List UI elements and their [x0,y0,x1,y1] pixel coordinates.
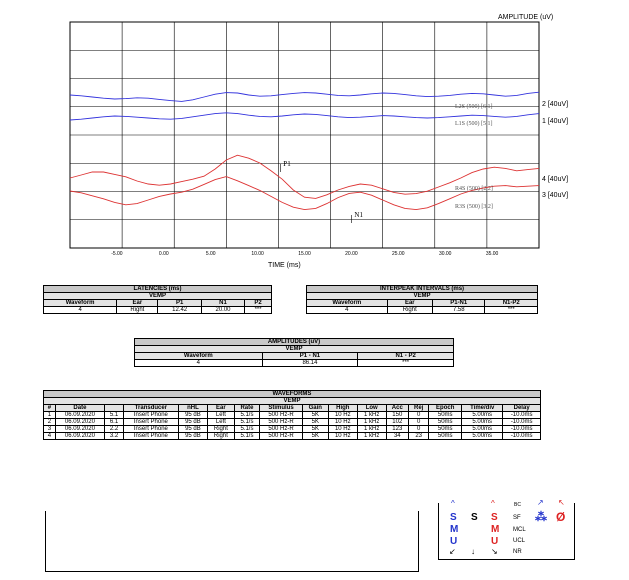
legend-red-u: U [491,536,499,547]
waveforms-cell: 50ms [429,426,462,433]
waveforms-cell: Right [208,426,235,433]
waveforms-cell: 50ms [429,412,462,419]
waveforms-cell: 34 [386,433,409,440]
amplitudes-header: P1 - N1 [262,353,358,360]
waveforms-cell: 5.1/s [234,412,259,419]
waveforms-header: Transducer [123,405,178,412]
waveforms-header: # [44,405,56,412]
legend-bc-icon: BC [514,502,521,508]
legend-arrow-icon: ↗ [537,498,544,507]
x-tick-label: 30.00 [438,251,452,257]
waveforms-cell: 10 Hz [328,419,357,426]
x-tick-label: 10.00 [251,251,264,257]
interpeak-header: P1-N1 [432,300,485,307]
interpeak-title: INTERPEAK INTERVALS (ms) [307,286,538,293]
waveforms-cell: 06.09.2020 [55,433,104,440]
channel-scale-label: 2 [40uV] [542,101,569,108]
interpeak-cell: Right [387,307,432,314]
waveforms-header: Epoch [429,405,462,412]
legend-blue-s: S [450,512,457,523]
waveforms-cell: 5K [302,419,328,426]
waveforms-cell: 500 Hz-R [260,433,303,440]
waveforms-cell: 150 [386,412,409,419]
interpeak-table [306,285,538,314]
waveforms-cell: 5.1 [105,412,124,419]
legend-red-slashed-o-icon: Ø [556,510,566,524]
waveforms-cell: 4 [44,433,56,440]
waveforms-cell: 50ms [429,419,462,426]
waveforms-cell: 0 [409,419,429,426]
waveforms-cell: 1 kHz [357,426,386,433]
waveforms-header: Time/div [462,405,503,412]
waveforms-header: nHL [178,405,207,412]
channel-scale-label: 4 [40uV] [542,176,569,183]
amplitudes-table [134,338,454,367]
waveforms-cell: 50ms [429,433,462,440]
amplitudes-cell: *** [358,360,454,367]
peak-marker-label: P1 [283,160,291,168]
interpeak-cell: 7.58 [432,307,485,314]
channel-tag-label: L2S (500) [6.1] [455,104,493,110]
waveform-plot [0,0,629,280]
legend-blue-crossed-percent-icon: ⁂ [535,510,547,524]
legend-blue-u: U [450,536,458,547]
waveforms-cell: Left [208,412,235,419]
latencies-cell: Right [117,307,158,314]
plot-grid [70,22,539,248]
x-tick-label: 20.00 [345,251,358,257]
waveforms-cell: 6.1 [105,419,124,426]
latencies-header: Ear [117,300,158,307]
waveforms-cell: 500 Hz-R [260,419,303,426]
waveforms-cell: 500 Hz-R [260,426,303,433]
waveforms-cell: 5K [302,426,328,433]
x-tick-label: 15.00 [298,251,311,257]
latencies-subtitle: VEMP [44,293,272,300]
notes-box [45,511,419,572]
waveforms-cell: 5K [302,433,328,440]
waveforms-header: Delay [503,405,541,412]
waveforms-header: Rate [234,405,259,412]
waveforms-cell: Right [208,433,235,440]
waveforms-row [44,419,541,426]
waveforms-title: WAVEFORMS [44,391,541,398]
waveforms-row [44,426,541,433]
symbol-legend [438,498,575,560]
waveforms-cell: 95 dB [178,426,207,433]
amplitudes-header: N1 - P2 [358,353,454,360]
peak-marker-label: N1 [354,211,363,219]
waveforms-cell: 1 kHz [357,419,386,426]
channel-scale-label: 1 [40uV] [542,118,569,125]
latencies-title: LATENCIES (ms) [44,286,272,293]
waveforms-cell: -10.0ms [503,426,541,433]
waveforms-header: Gain [302,405,328,412]
waveforms-cell: 5.1/s [234,419,259,426]
waveforms-cell: 5.00ms [462,426,503,433]
trace-channel-2 [70,92,539,101]
legend-arrow-down-right-icon: ↘ [491,547,498,556]
waveforms-cell: 102 [386,419,409,426]
waveforms-row [44,433,541,440]
latencies-cell: *** [245,307,272,314]
x-tick-label: 35.00 [485,251,499,257]
interpeak-header: Ear [387,300,432,307]
legend-nr: NR [513,549,522,555]
x-tick-label: 0.00 [158,251,169,257]
waveforms-cell: 95 dB [178,433,207,440]
waveforms-cell: 23 [409,433,429,440]
waveforms-header: Acc [386,405,409,412]
waveforms-cell: 3 [44,426,56,433]
latencies-table [43,285,272,314]
waveforms-cell: 1 kHz [357,412,386,419]
waveforms-subtitle: VEMP [44,398,541,405]
waveforms-cell: 123 [386,426,409,433]
latencies-header: Waveform [44,300,117,307]
waveforms-cell: 0 [409,426,429,433]
legend-arrow-down-left-icon: ↙ [449,547,456,556]
latencies-cell: 4 [44,307,117,314]
waveforms-cell: -10.0ms [503,412,541,419]
waveforms-cell: 3.2 [105,433,124,440]
waveforms-cell: 5.1/s [234,433,259,440]
waveforms-cell: Insert Phone [123,426,178,433]
waveforms-cell: 10 Hz [328,426,357,433]
channel-tag-label: R4S (500) [2.2] [455,186,493,192]
waveforms-cell: 1 kHz [357,433,386,440]
legend-red-m: M [491,524,500,535]
x-tick-label: 25.00 [392,251,405,257]
waveforms-header: Ear [208,405,235,412]
interpeak-cell: *** [485,307,538,314]
plot-labels [111,101,568,257]
time-axis-label: TIME (ms) [268,262,301,269]
waveforms-header: Stimulus [260,405,303,412]
waveforms-cell: -10.0ms [503,433,541,440]
legend-arrow-down-icon: ↓ [471,547,475,556]
interpeak-header: Waveform [307,300,388,307]
waveforms-cell: 2.2 [105,426,124,433]
waveforms-header: Rej [409,405,429,412]
waveforms-header: High [328,405,357,412]
legend-red-s: S [491,512,498,523]
latencies-header: P1 [158,300,201,307]
legend-black-s: S [471,512,478,523]
waveforms-table [43,390,541,440]
waveforms-cell: 5.1/s [234,426,259,433]
channel-tag-label: L1S (500) [5.1] [455,121,493,127]
waveforms-cell: 10 Hz [328,412,357,419]
interpeak-subtitle: VEMP [307,293,538,300]
waveforms-cell: 06.09.2020 [55,426,104,433]
waveforms-cell: 2 [44,419,56,426]
amplitudes-subtitle: VEMP [135,346,454,353]
waveforms-header: Date [55,405,104,412]
legend-blue-m: M [450,524,459,535]
legend-ucl: UCL [513,538,526,544]
channel-tag-label: R3S (500) [3.2] [455,204,493,210]
waveforms-header: Low [357,405,386,412]
waveforms-cell: 1 [44,412,56,419]
waveforms-cell: 10 Hz [328,433,357,440]
amplitudes-cell: 4 [135,360,263,367]
waveforms-cell: 5K [302,412,328,419]
latencies-cell: 20.00 [201,307,244,314]
waveforms-cell: 95 dB [178,412,207,419]
waveforms-header [105,405,124,412]
amplitude-axis-label: AMPLITUDE (uV) [498,14,554,21]
waveforms-cell: 06.09.2020 [55,419,104,426]
legend-arrow-icon: ^ [491,499,495,508]
legend-arrow-icon: ↖ [558,498,565,507]
waveforms-cell: Insert Phone [123,419,178,426]
x-tick-label: -5.00 [111,251,123,257]
legend-mcl: MCL [513,527,526,533]
waveforms-cell: Insert Phone [123,412,178,419]
waveforms-cell: 5.00ms [462,433,503,440]
waveforms-cell: Insert Phone [123,433,178,440]
waveforms-cell: 5.00ms [462,419,503,426]
waveforms-cell: 0 [409,412,429,419]
x-tick-label: 5.00 [205,251,216,257]
amplitudes-cell: 86.14 [262,360,358,367]
channel-scale-label: 3 [40uV] [542,192,569,199]
legend-arrow-icon: ^ [451,499,455,508]
waveforms-row [44,412,541,419]
waveforms-cell: 5.00ms [462,412,503,419]
latencies-header: P2 [245,300,272,307]
interpeak-header: N1-P2 [485,300,538,307]
waveforms-cell: 95 dB [178,419,207,426]
waveforms-cell: Left [208,419,235,426]
waveforms-cell: 06.09.2020 [55,412,104,419]
latencies-cell: 12.42 [158,307,201,314]
waveforms-cell: 500 Hz-R [260,412,303,419]
amplitudes-header: Waveform [135,353,263,360]
legend-sf: SF [513,515,521,521]
interpeak-cell: 4 [307,307,388,314]
amplitudes-title: AMPLITUDES (uV) [135,339,454,346]
waveforms-cell: -10.0ms [503,419,541,426]
latencies-header: N1 [201,300,244,307]
trace-channel-1 [70,113,539,120]
